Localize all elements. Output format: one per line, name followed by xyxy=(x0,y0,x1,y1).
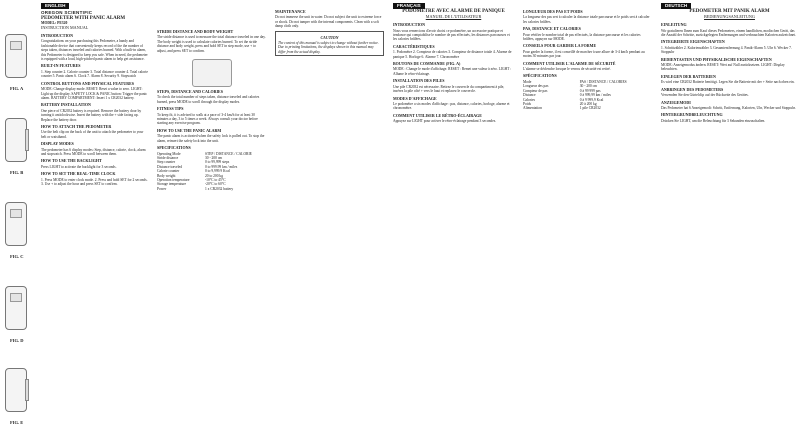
language-tag: ENGLISH xyxy=(41,3,69,9)
pedometer-display-illustration xyxy=(5,286,27,330)
spec-key: Body weight xyxy=(157,173,176,178)
figure-label: FIG. B xyxy=(10,170,24,175)
section-text: MODE: Anzeigemodus ändern. RESET: Wert auf Null zurücksetzen. LIGHT: Display beleuchten. xyxy=(661,63,785,72)
section-heading: CARACTÉRISTIQUES xyxy=(393,43,435,49)
figure-label: FIG. C xyxy=(10,254,24,259)
spec-value: 1 pile CR2032 xyxy=(579,106,601,111)
spec-table xyxy=(523,80,652,111)
spec-value: -10°C to 45°C xyxy=(204,177,226,182)
spec-value: 30 - 200 cm xyxy=(204,155,223,160)
spec-value: PAS / DISTANCE / CALORIES xyxy=(579,79,627,84)
pedometer-front-illustration xyxy=(5,34,27,78)
section-text: Le podomètre a six modes d'affichage : pas, distance, calories, horloge, alarme et chronomètre. xyxy=(393,101,510,111)
pedometer-clip-illustration xyxy=(5,368,27,412)
section-text: Wir gratulieren Ihnen zum Kauf dieses Pedometers, einem handlichen, modischen Gerät, das die Anzahl der Schritte, zurückgelegten Entfernungen und verbrauchten Kalorien aufzeichnet. xyxy=(661,28,797,38)
pedometer-battery-illustration xyxy=(5,202,27,246)
spec-key: Alimentation xyxy=(523,106,542,111)
section-text: Nous vous remercions d'avoir choisi ce podomètre, un accessoire pratique et tendance qui comptabilise le nombre de pas effectués, les distances parcourues et les calories brûlées. xyxy=(393,28,510,42)
section-heading: COMMENT UTILISER LE RÉTRO-ÉCLAIRAGE xyxy=(393,112,482,118)
section-heading: HOW TO USE THE PANIC ALARM xyxy=(157,127,222,133)
section-heading: CONSEILS POUR GARDER LA FORME xyxy=(523,43,597,49)
spec-key: Power xyxy=(157,186,167,191)
section-heading: BATTERY INSTALLATION xyxy=(41,102,91,108)
german-column xyxy=(656,0,802,438)
section-text: MODE: Change display mode. RESET: Reset a value to zero. LIGHT: Light up the display. SAFETY LOCK & PANIC button: Trigger the panic alarm. BATTERY COMPARTMENT: Insert 1 x CR2032 battery. xyxy=(41,87,148,100)
spec-key: Operating Mode xyxy=(157,151,181,156)
lcd-screen xyxy=(10,209,22,218)
figure-label: FIG. A xyxy=(10,86,24,91)
section-text: L'alarme se déclenche lorsque le verrou de sécurité est retiré. xyxy=(523,67,611,72)
section-text: Press LIGHT to activate the backlight for 3 seconds. xyxy=(41,164,117,169)
section-text: 1. Podomètre 2. Compteur de calories 3. Compteur de distance totale 4. Alarme de panique 5. Horloge 6. Alarme 7. Chronomètre xyxy=(393,50,512,59)
model-number: MODEL: PE320 xyxy=(41,21,68,26)
spec-key: Calories xyxy=(523,97,535,102)
section-heading: HINTERGRUNDBELEUCHTUNG xyxy=(661,112,723,118)
section-heading: MODES D'AFFICHAGE xyxy=(393,95,437,101)
spec-table xyxy=(157,152,266,192)
section-heading: MAINTENANCE xyxy=(275,9,306,14)
spec-key: Compteur de pas xyxy=(523,88,548,93)
brand-logo: OREGON SCIENTIFIC xyxy=(41,10,93,16)
figure-label: FIG. E xyxy=(10,420,24,425)
spec-value: 20 to 200 kg xyxy=(204,173,224,178)
spec-value: STEP / DISTANCE / CALORIE xyxy=(204,151,252,156)
section-heading: EINLEGEN DER BATTERIEN xyxy=(661,73,716,79)
section-heading: HOW TO ATTACH THE PEDOMETER xyxy=(41,123,112,129)
spec-value: 0 to 999.99 km / miles xyxy=(204,164,238,169)
english-column-1 xyxy=(36,0,152,438)
section-text: Appuyez sur LIGHT pour activer le rétro-éclairage pendant 3 secondes. xyxy=(393,119,497,124)
display-illustration xyxy=(192,59,232,87)
section-text: 1. Press MODE to enter clock mode. 2. Press and hold SET for 2 seconds. 3. Use + to adjust the hour and press SET to confirm. xyxy=(41,177,148,186)
section-list xyxy=(41,34,148,186)
spec-key: Calorie counter xyxy=(157,169,180,174)
section-heading: BEDIENTASTEN UND PHYSIKALISCHE EIGENSCHAFTEN xyxy=(661,56,772,62)
section-text: La longueur des pas sert à calculer la distance totale parcourue et le poids sert à calculer les calories brûlées. xyxy=(523,15,650,24)
section-heading: ANBRINGEN DES PEDOMETERS xyxy=(661,86,724,92)
section-heading: CONTROL BUTTONS AND PHYSICAL FEATURES xyxy=(41,80,134,86)
section-heading: STRIDE DISTANCE AND BODY WEIGHT xyxy=(157,29,234,34)
belt-clip xyxy=(25,379,29,401)
section-text: To keep fit, it is advised to walk at a pace of 3-4 km/h for at least 30 minutes a day, 3 to 5 times a week. Always consult your doctor before starting any exercise program. xyxy=(157,112,258,126)
figure-strip xyxy=(0,0,36,438)
spec-value: -20°C to 60°C xyxy=(204,182,226,187)
section-heading: BOUTONS DE COMMANDE (FIG. A) xyxy=(393,61,461,67)
figure-b xyxy=(2,112,34,182)
section-heading: ANZEIGEMODI xyxy=(661,99,691,105)
manual-title: PEDOMETER WITH PANIC ALARM xyxy=(41,15,126,21)
spec-key: Distance traveled xyxy=(157,164,183,169)
manual-title: PODOMÈTRE AVEC ALARME DE PANIQUE xyxy=(402,9,505,15)
manual-subtitle: MANUEL DE L'UTILISATEUR xyxy=(425,13,482,19)
spec-key: Step counter xyxy=(157,160,176,165)
figure-a xyxy=(2,28,34,98)
spec-key: Storage temperature xyxy=(157,182,187,187)
figure-c xyxy=(2,196,34,266)
section-text: Drücken Sie LIGHT, um die Beleuchtung für 3 Sekunden einzuschalten. xyxy=(661,118,766,123)
manual-subtitle: INSTRUCTION MANUAL xyxy=(41,24,89,30)
spec-value: 30 - 200 cm xyxy=(579,84,598,89)
section-text: The pedometer has 6 display modes: Step, distance, calorie, clock, alarm and stopwatch. Press MODE to scroll between them. xyxy=(41,147,146,156)
spec-key: Mode xyxy=(523,79,532,84)
section-text: 1. Step counter 2. Calorie counter 3. Total distance counter 4. Total calorie counter 5. Panic alarm 6. Clock 7. Alarm 8. Security 9. Stopwatch xyxy=(41,69,148,79)
spec-value: 0 to 99,999 steps xyxy=(204,160,230,165)
section-heading: LONGUEUR DES PAS ET POIDS xyxy=(523,9,583,14)
spec-value: 0 à 9 999,9 Kcal xyxy=(579,97,604,102)
section-heading: STEPS, DISTANCE AND CALORIES xyxy=(157,89,223,95)
section-text: The content of this manual is subject to change without further notice. Due to printing limitations, the displays shown in this manual may differ from the actual display. xyxy=(278,41,379,54)
language-tag: DEUTSCH xyxy=(661,3,691,9)
section-heading: INTEGRIERTE EIGENSCHAFTEN xyxy=(661,39,725,45)
french-column-1 xyxy=(388,0,518,438)
section-text: The panic alarm is activated when the safety lock is pulled out. To stop the alarm, reinsert the safety lock into the unit. xyxy=(157,134,265,143)
spec-key: Stride distance xyxy=(157,155,179,160)
section-heading: FITNESS TIPS xyxy=(157,106,184,112)
section-text: Une pile CR2032 est nécessaire. Retirez le couvercle du compartiment à pile, insérez la pile côté + vers le haut et replacez le couvercle. xyxy=(393,84,505,94)
section-heading: EINLEITUNG xyxy=(661,22,687,28)
figure-label: FIG. D xyxy=(10,338,24,343)
section-text: Das Pedometer hat 6 Anzeigemodi: Schritt, Entfernung, Kalorien, Uhr, Wecker und Stoppuhr. xyxy=(661,105,796,110)
spec-value: 1 x CR2032 battery xyxy=(204,186,234,191)
section-heading: HOW TO SET THE REAL-TIME CLOCK xyxy=(41,171,116,177)
lcd-screen xyxy=(10,293,22,302)
section-text: Pour garder la forme, il est conseillé de marcher à une allure de 3-4 km/h pendant au moins 30 minutes par jour. xyxy=(523,49,645,59)
section-text: 1. Schrittzähler 2. Kalorienzähler 3. Gesamtentfernung 4. Panik-Alarm 5. Uhr 6. Wecker 7. Stoppuhr xyxy=(661,45,792,55)
section-text: MODE : Change le mode d'affichage. RESET : Remet une valeur à zéro. LIGHT : Allume le rétro-éclairage. xyxy=(393,67,512,76)
section-text: The stride distance is used to measure the total distance traveled in one day. The body weight is used to calculate calories burned. To set the stride distance and body weight, press and hold SET in step mode, use + to adjust, and press SET to confirm. xyxy=(157,35,266,53)
spec-key: Longueur des pas xyxy=(523,84,549,89)
section-heading: SPÉCIFICATIONS xyxy=(523,73,557,79)
section-heading: HOW TO USE THE BACKLIGHT xyxy=(41,158,102,164)
caution-box xyxy=(275,31,384,57)
spec-value: 20 à 200 kg xyxy=(579,101,597,106)
spec-row xyxy=(523,106,652,110)
section-text: Es wird eine CR2032 Batterie benötigt. Legen Sie die Batterie mit der + Seite nach oben ein. xyxy=(661,80,795,85)
spec-key: Poids xyxy=(523,101,531,106)
section-heading: PAS, DISTANCE ET CALORIES xyxy=(523,26,581,32)
section-heading: COMMENT UTILISER L'ALARME DE SÉCURITÉ xyxy=(523,60,616,66)
manual-subtitle: BEDIENUNGSANLEITUNG xyxy=(704,13,755,19)
section-text: Do not immerse the unit in water. Do not subject the unit to extreme force or shock. Do not tamper with the internal components. Clean with a soft damp cloth only. xyxy=(275,15,382,29)
spec-value: 0 to 9,999.9 Kcal xyxy=(204,169,230,174)
figure-e xyxy=(2,362,34,432)
spec-key: Distance xyxy=(523,93,536,98)
section-text: One piece of CR2032 battery is required. Remove the battery door by turning it anticlockwise. Insert the battery with the + side facing up. Replace the battery door. xyxy=(41,108,142,122)
figure-d xyxy=(2,280,34,350)
english-column-3 xyxy=(270,0,388,438)
section-heading: INSTALLATION DES PILES xyxy=(393,78,445,84)
section-text: Use the belt clip on the back of the unit to attach the pedometer to your belt or waistband. xyxy=(41,130,144,139)
section-text: Verwenden Sie den Gürtelclip auf der Rückseite des Gerätes. xyxy=(661,93,749,98)
manual-title: PEDOMETER MIT PANIK ALARM xyxy=(689,9,770,15)
french-column-2 xyxy=(518,0,656,438)
section-text: Congratulations on your purchasing this Pedometer, a handy and fashionable device that conveniently keeps record of the the number of steps taken, distances traveled and calories burned. With a built-in alarm, this Pedometer is designed to keep you safe. When in need, the pedometer is equipped with a loud, high-pitched panic alarm to help get assistance. xyxy=(41,39,148,62)
section-heading: INTRODUCTION xyxy=(393,22,426,28)
lcd-screen xyxy=(10,41,22,50)
spec-value: 0 à 99 999 pas xyxy=(579,88,601,93)
section-text: To check the total number of steps taken, distance traveled and calories burned, press MODE to scroll through the display modes. xyxy=(157,95,260,104)
section-heading: BUILT-IN FEATURES xyxy=(41,63,81,69)
section-heading: INTRODUCTION xyxy=(41,33,74,39)
pedometer-side-illustration xyxy=(5,118,27,162)
section-text: Pour vérifier le nombre total de pas effectués, la distance parcourue et les calories brûlées, appuyez sur MODE. xyxy=(523,32,641,42)
language-tag: FRANÇAIS xyxy=(393,3,425,9)
section-heading: CAUTION xyxy=(320,34,339,40)
english-column-2 xyxy=(152,0,270,438)
section-heading: DISPLAY MODES xyxy=(41,141,74,147)
spec-row xyxy=(157,187,266,191)
belt-clip xyxy=(25,129,29,151)
spec-key: Operation temperature xyxy=(157,177,190,182)
spec-value: 0 à 999,99 km / miles xyxy=(579,93,611,98)
section-heading: SPECIFICATIONS xyxy=(157,145,191,151)
